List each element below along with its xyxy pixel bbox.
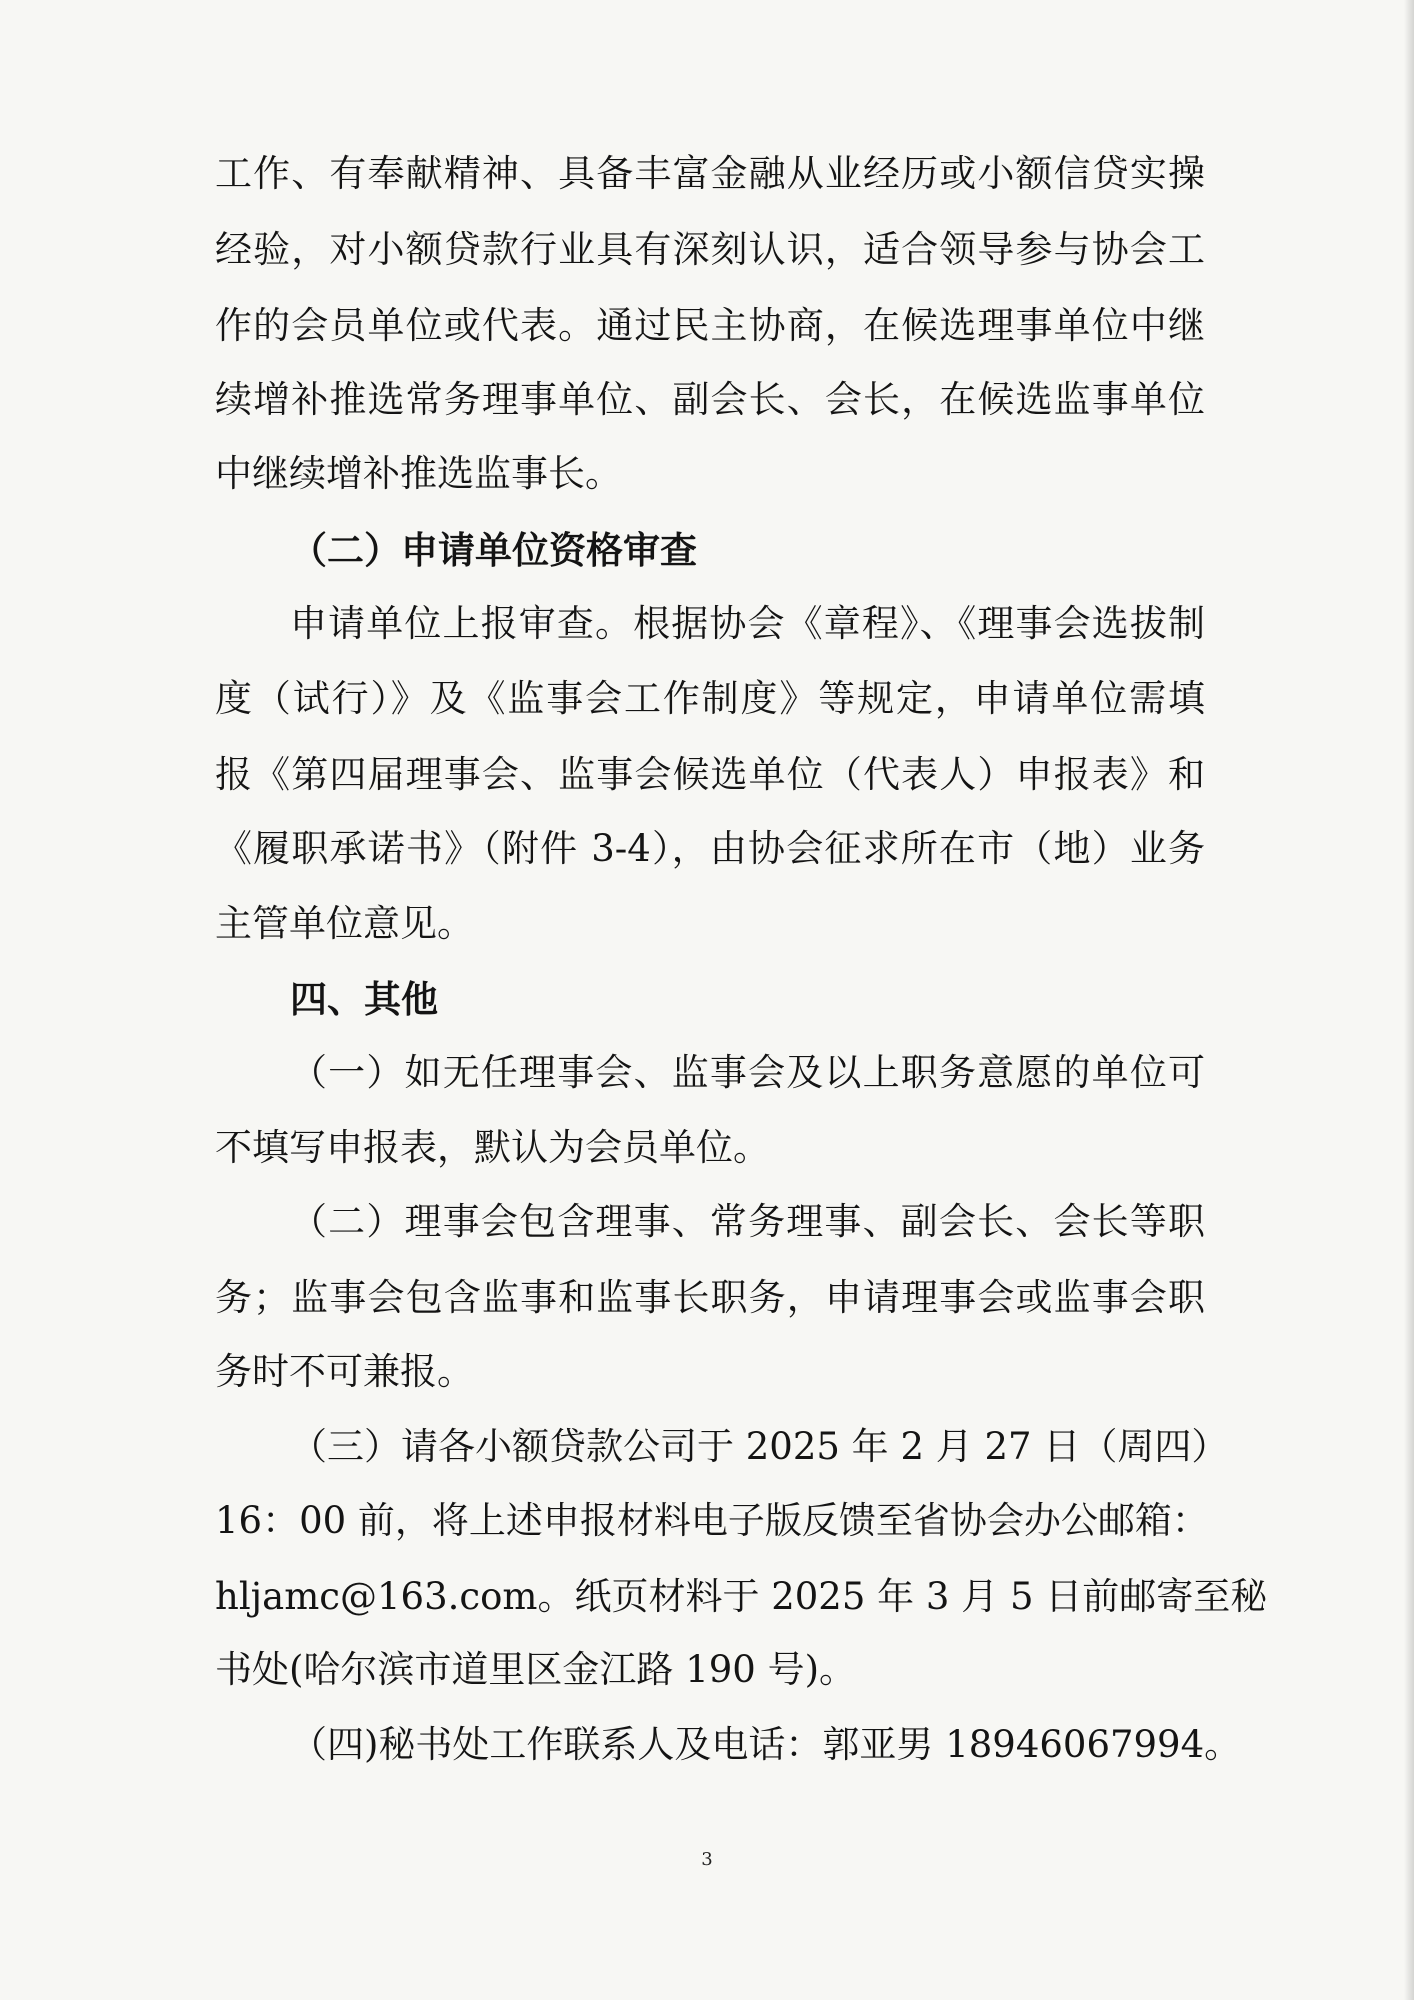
body-line: 中继续增补推选监事长。 — [215, 452, 622, 495]
page-number: 3 — [701, 1849, 713, 1870]
body-line: 《履职承诺书》（附件 3-4），由协会征求所在市（地）业务 — [215, 827, 1205, 870]
body-line: 经验，对小额贷款行业具有深刻认识，适合领导参与协会工 — [215, 228, 1205, 271]
body-line: 16：00 前，将上述申报材料电子版反馈至省协会办公邮箱： — [215, 1499, 1209, 1542]
body-line: hljamc@163.com。纸页材料于 2025 年 3 月 5 日前邮寄至秘 — [215, 1575, 1268, 1618]
body-line: 申请单位上报审查。根据协会《章程》、《理事会选拔制 — [290, 602, 1205, 645]
body-line: 作的会员单位或代表。通过民主协商，在候选理事单位中继 — [215, 304, 1205, 347]
body-line: 书处(哈尔滨市道里区金江路 190 号)。 — [215, 1648, 857, 1691]
contact-line: （四)秘书处工作联系人及电话：郭亚男 18946067994。 — [290, 1723, 1242, 1766]
body-line: 务；监事会包含监事和监事长职务，申请理事会或监事会职 — [215, 1276, 1205, 1319]
body-line: 不填写申报表，默认为会员单位。 — [215, 1126, 770, 1169]
body-line: 度（试行）》及《监事会工作制度》等规定，申请单位需填 — [215, 677, 1205, 720]
body-line: 工作、有奉献精神、具备丰富金融从业经历或小额信贷实操 — [215, 152, 1205, 195]
body-line: （一）如无任理事会、监事会及以上职务意愿的单位可 — [290, 1051, 1205, 1094]
body-line: 务时不可兼报。 — [215, 1350, 474, 1393]
section-heading-other: 四、其他 — [290, 977, 438, 1021]
section-heading-review: （二）申请单位资格审查 — [290, 528, 697, 572]
scan-edge-shadow — [1404, 0, 1414, 2000]
body-line: （三）请各小额贷款公司于 2025 年 2 月 27 日（周四） — [290, 1425, 1229, 1468]
body-line: 报《第四届理事会、监事会候选单位（代表人）申报表》和 — [215, 753, 1205, 796]
body-line: 主管单位意见。 — [215, 902, 474, 945]
body-line: （二）理事会包含理事、常务理事、副会长、会长等职 — [290, 1200, 1205, 1243]
body-line: 续增补推选常务理事单位、副会长、会长，在候选监事单位 — [215, 378, 1205, 421]
